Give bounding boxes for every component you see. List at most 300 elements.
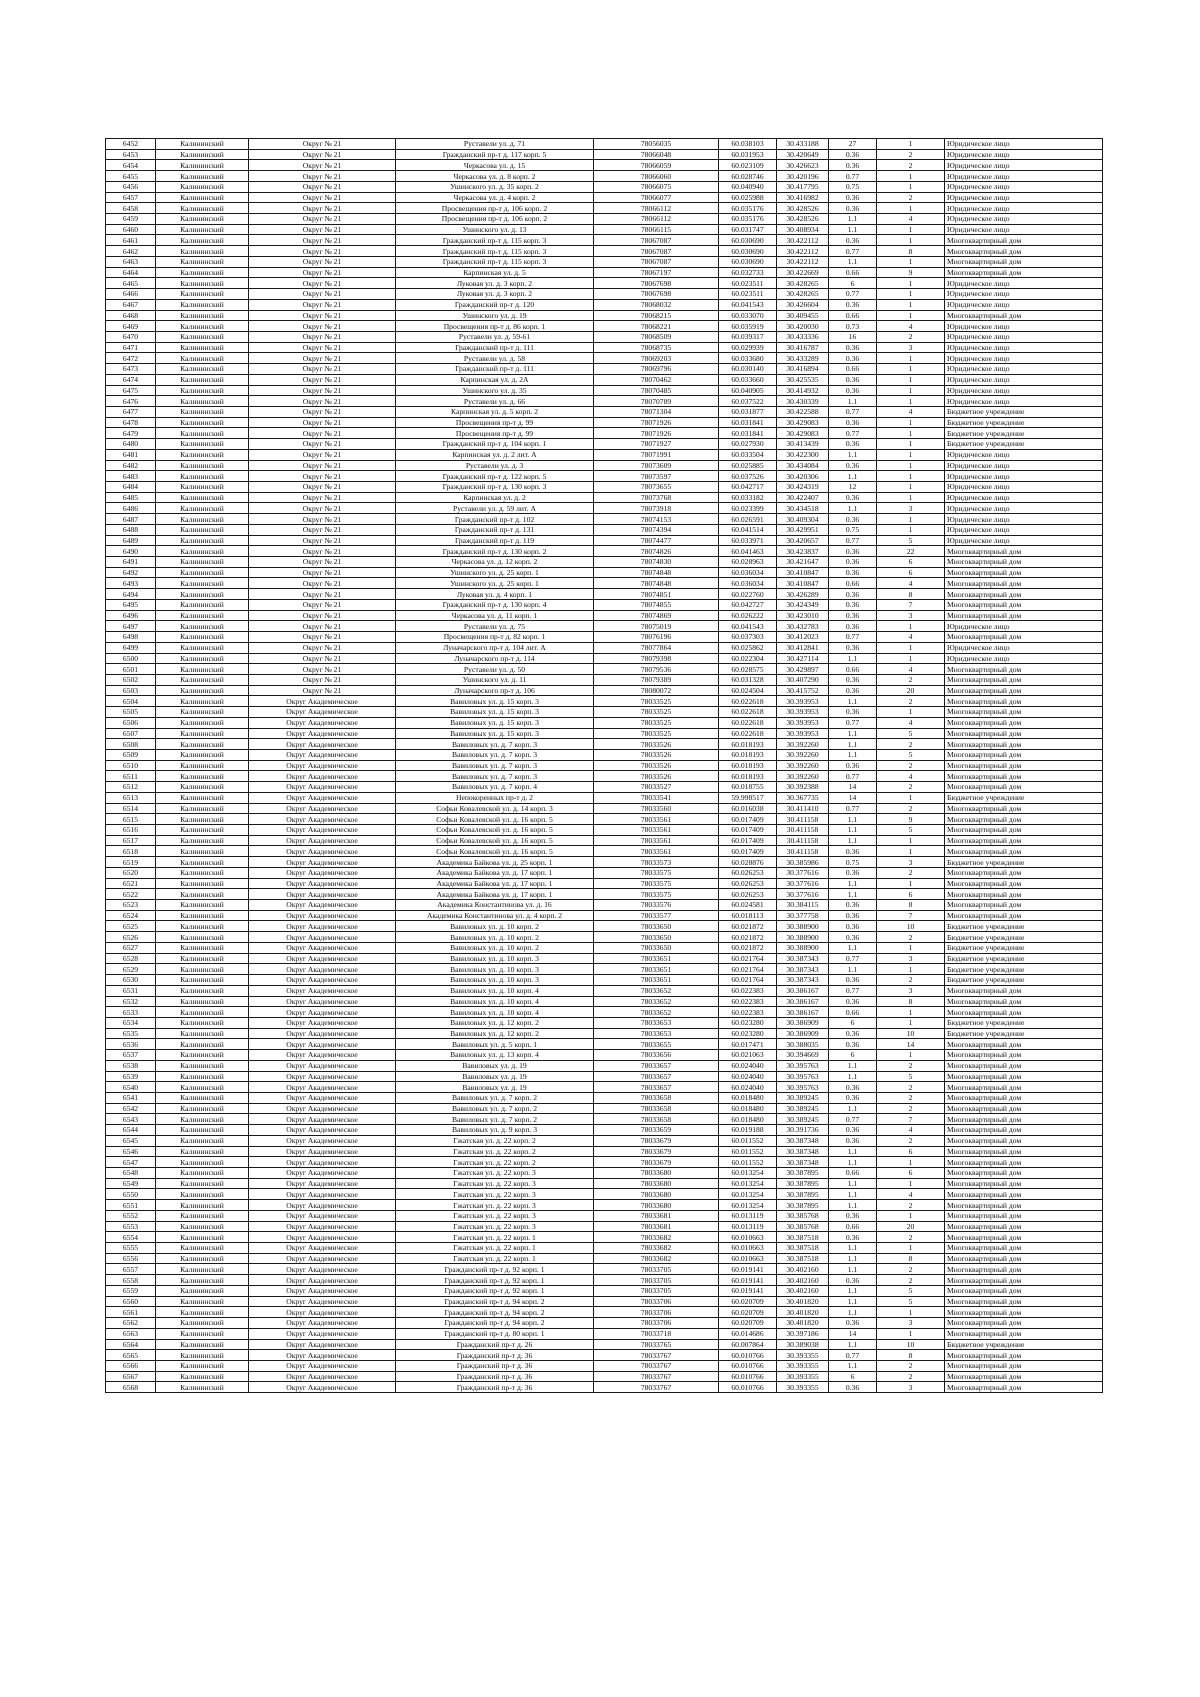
latitude-cell: 60.033971 [719,535,777,546]
municipal-okrug-cell: Округ Академическое [249,1253,396,1264]
quantity-cell: 6 [877,1146,945,1157]
building-id-cell: 78074830 [594,557,719,568]
latitude-cell: 60.026222 [719,610,777,621]
row-number: 6542 [106,1103,156,1114]
longitude-cell: 30.422112 [777,246,829,257]
address-cell: Вавиловых ул. д. 15 корп. 3 [396,717,594,728]
longitude-cell: 30.417795 [777,181,829,192]
longitude-cell: 30.411158 [777,814,829,825]
address-cell: Гражданский пр-т д. 26 [396,1339,594,1350]
address-cell: Гражданский пр-т д. 115 корп. 3 [396,256,594,267]
address-cell: Вавиловых ул. д. 7 корп. 3 [396,771,594,782]
latitude-cell: 60.026253 [719,878,777,889]
row-number: 6500 [106,653,156,664]
longitude-cell: 30.387518 [777,1232,829,1243]
district-cell: Калининский [156,792,249,803]
table-row [106,299,1103,310]
district-cell: Калининский [156,1285,249,1296]
district-cell: Калининский [156,1039,249,1050]
address-cell: Академика Константинова ул. д. 16 [396,900,594,911]
owner-type-cell: Многоквартирный дом [945,782,1103,793]
table-row [106,707,1103,718]
address-cell: Вавиловых ул. д. 19 [396,1071,594,1082]
table-row [106,825,1103,836]
volume-cell: 1.1 [829,1296,877,1307]
volume-cell: 0.36 [829,610,877,621]
district-cell: Калининский [156,867,249,878]
table-row [106,878,1103,889]
building-id-cell: 78033652 [594,996,719,1007]
building-id-cell: 78071927 [594,439,719,450]
longitude-cell: 30.428526 [777,214,829,225]
address-cell: Руставели ул. д. 59-61 [396,331,594,342]
address-cell: Гражданский пр-т д. 102 [396,514,594,525]
longitude-cell: 30.422407 [777,492,829,503]
longitude-cell: 30.386909 [777,1017,829,1028]
volume-cell: 0.36 [829,1135,877,1146]
row-number: 6512 [106,782,156,793]
municipal-okrug-cell: Округ Академическое [249,1285,396,1296]
quantity-cell: 2 [877,1232,945,1243]
district-cell: Калининский [156,846,249,857]
owner-type-cell: Многоквартирный дом [945,246,1103,257]
address-cell: Гражданский пр-т д. 120 [396,299,594,310]
row-number: 6453 [106,149,156,160]
quantity-cell: 5 [877,749,945,760]
address-cell: Гражданский пр-т д. 94 корп. 2 [396,1296,594,1307]
address-cell: Вавиловых ул. д. 10 корп. 2 [396,942,594,953]
district-cell: Калининский [156,889,249,900]
owner-type-cell: Многоквартирный дом [945,996,1103,1007]
volume-cell: 1.1 [829,1285,877,1296]
latitude-cell: 60.022383 [719,996,777,1007]
longitude-cell: 30.422588 [777,406,829,417]
table-row [106,1210,1103,1221]
quantity-cell: 1 [877,653,945,664]
row-number: 6474 [106,374,156,385]
row-number: 6496 [106,610,156,621]
municipal-okrug-cell: Округ Академическое [249,942,396,953]
district-cell: Калининский [156,1264,249,1275]
latitude-cell: 60.035176 [719,214,777,225]
table-row [106,846,1103,857]
latitude-cell: 60.021764 [719,975,777,986]
district-cell: Калининский [156,1168,249,1179]
table-row [106,1060,1103,1071]
volume-cell: 0.36 [829,1275,877,1286]
latitude-cell: 60.030690 [719,246,777,257]
address-cell: Просвещения пр-т д. 106 корп. 2 [396,203,594,214]
latitude-cell: 60.011552 [719,1135,777,1146]
volume-cell: 0.36 [829,235,877,246]
municipal-okrug-cell: Округ № 21 [249,374,396,385]
building-id-cell: 78067087 [594,235,719,246]
building-id-cell: 78033682 [594,1232,719,1243]
volume-cell: 0.36 [829,192,877,203]
table-row [106,1114,1103,1125]
quantity-cell: 2 [877,192,945,203]
volume-cell: 1.1 [829,449,877,460]
municipal-okrug-cell: Округ Академическое [249,835,396,846]
latitude-cell: 60.022760 [719,589,777,600]
district-cell: Калининский [156,557,249,568]
table-row [106,139,1103,150]
row-number: 6537 [106,1050,156,1061]
longitude-cell: 30.429897 [777,664,829,675]
owner-type-cell: Многоквартирный дом [945,1007,1103,1018]
table-row [106,310,1103,321]
building-id-cell: 78076196 [594,632,719,643]
row-number: 6528 [106,953,156,964]
building-id-cell: 78066059 [594,160,719,171]
longitude-cell: 30.402160 [777,1275,829,1286]
owner-type-cell: Многоквартирный дом [945,632,1103,643]
latitude-cell: 60.041543 [719,299,777,310]
municipal-okrug-cell: Округ № 21 [249,599,396,610]
quantity-cell: 1 [877,278,945,289]
address-cell: Гжатская ул. д. 22 корп. 3 [396,1200,594,1211]
building-id-cell: 78033682 [594,1243,719,1254]
owner-type-cell: Многоквартирный дом [945,1318,1103,1329]
table-row [106,1157,1103,1168]
owner-type-cell: Многоквартирный дом [945,825,1103,836]
table-row [106,1092,1103,1103]
owner-type-cell: Многоквартирный дом [945,739,1103,750]
owner-type-cell: Юридическое лицо [945,514,1103,525]
district-cell: Калининский [156,599,249,610]
latitude-cell: 60.021764 [719,964,777,975]
quantity-cell: 1 [877,181,945,192]
longitude-cell: 30.420657 [777,535,829,546]
table-row [106,1350,1103,1361]
building-id-cell: 78033650 [594,942,719,953]
row-number: 6454 [106,160,156,171]
district-cell: Калининский [156,385,249,396]
quantity-cell: 3 [877,503,945,514]
table-row [106,267,1103,278]
owner-type-cell: Юридическое лицо [945,449,1103,460]
building-id-cell: 78068735 [594,342,719,353]
building-id-cell: 78056035 [594,139,719,150]
row-number: 6464 [106,267,156,278]
longitude-cell: 30.423837 [777,546,829,557]
quantity-cell: 8 [877,589,945,600]
table-row [106,460,1103,471]
district-cell: Калининский [156,632,249,643]
district-cell: Калининский [156,471,249,482]
volume-cell: 1.1 [829,749,877,760]
latitude-cell: 60.021063 [719,1050,777,1061]
longitude-cell: 30.402160 [777,1285,829,1296]
row-number: 6463 [106,256,156,267]
longitude-cell: 30.428265 [777,278,829,289]
quantity-cell: 10 [877,921,945,932]
district-cell: Калининский [156,1328,249,1339]
row-number: 6568 [106,1382,156,1393]
volume-cell: 1.1 [829,1253,877,1264]
district-cell: Калининский [156,717,249,728]
district-cell: Калининский [156,1135,249,1146]
municipal-okrug-cell: Округ Академическое [249,696,396,707]
municipal-okrug-cell: Округ № 21 [249,632,396,643]
volume-cell: 0.77 [829,289,877,300]
volume-cell: 0.36 [829,975,877,986]
latitude-cell: 60.019141 [719,1264,777,1275]
latitude-cell: 60.018113 [719,910,777,921]
volume-cell: 0.66 [829,1007,877,1018]
table-row [106,814,1103,825]
row-number: 6479 [106,428,156,439]
longitude-cell: 30.413439 [777,439,829,450]
municipal-okrug-cell: Округ Академическое [249,878,396,889]
municipal-okrug-cell: Округ Академическое [249,1307,396,1318]
row-number: 6490 [106,546,156,557]
district-cell: Калининский [156,1125,249,1136]
table-row [106,353,1103,364]
owner-type-cell: Юридическое лицо [945,535,1103,546]
latitude-cell: 60.017471 [719,1039,777,1050]
table-row [106,246,1103,257]
municipal-okrug-cell: Округ № 21 [249,610,396,621]
row-number: 6485 [106,492,156,503]
row-number: 6507 [106,728,156,739]
municipal-okrug-cell: Округ Академическое [249,1382,396,1393]
longitude-cell: 30.389038 [777,1339,829,1350]
address-cell: Вавиловых ул. д. 10 корп. 4 [396,1007,594,1018]
address-cell: Вавиловых ул. д. 7 корп. 4 [396,782,594,793]
district-cell: Калининский [156,782,249,793]
row-number: 6457 [106,192,156,203]
longitude-cell: 30.386167 [777,996,829,1007]
owner-type-cell: Многоквартирный дом [945,1328,1103,1339]
district-cell: Калининский [156,181,249,192]
owner-type-cell: Многоквартирный дом [945,760,1103,771]
latitude-cell: 60.025885 [719,460,777,471]
latitude-cell: 60.038103 [719,139,777,150]
owner-type-cell: Многоквартирный дом [945,1060,1103,1071]
owner-type-cell: Юридическое лицо [945,203,1103,214]
longitude-cell: 30.387895 [777,1178,829,1189]
table-row [106,235,1103,246]
owner-type-cell: Многоквартирный дом [945,889,1103,900]
quantity-cell: 1 [877,385,945,396]
latitude-cell: 60.010663 [719,1243,777,1254]
table-row [106,1232,1103,1243]
municipal-okrug-cell: Округ Академическое [249,739,396,750]
row-number: 6481 [106,449,156,460]
quantity-cell: 7 [877,599,945,610]
latitude-cell: 60.018193 [719,760,777,771]
row-number: 6567 [106,1371,156,1382]
row-number: 6514 [106,803,156,814]
quantity-cell: 2 [877,149,945,160]
table-row [106,417,1103,428]
registry-table [105,138,1103,1393]
municipal-okrug-cell: Округ Академическое [249,900,396,911]
district-cell: Калининский [156,492,249,503]
building-id-cell: 78070789 [594,396,719,407]
quantity-cell: 1 [877,471,945,482]
table-row [106,900,1103,911]
row-number: 6532 [106,996,156,1007]
row-number: 6558 [106,1275,156,1286]
district-cell: Калининский [156,610,249,621]
quantity-cell: 4 [877,321,945,332]
owner-type-cell: Многоквартирный дом [945,685,1103,696]
quantity-cell: 1 [877,449,945,460]
district-cell: Калининский [156,278,249,289]
owner-type-cell: Многоквартирный дом [945,599,1103,610]
building-id-cell: 78079389 [594,674,719,685]
row-number: 6538 [106,1060,156,1071]
municipal-okrug-cell: Округ № 21 [249,460,396,471]
building-id-cell: 78067698 [594,289,719,300]
longitude-cell: 30.428526 [777,203,829,214]
row-number: 6493 [106,578,156,589]
longitude-cell: 30.420649 [777,149,829,160]
longitude-cell: 30.433289 [777,353,829,364]
building-id-cell: 78071991 [594,449,719,460]
volume-cell: 1.1 [829,1360,877,1371]
quantity-cell: 1 [877,299,945,310]
owner-type-cell: Многоквартирный дом [945,567,1103,578]
district-cell: Калининский [156,406,249,417]
building-id-cell: 78075019 [594,621,719,632]
row-number: 6554 [106,1232,156,1243]
row-number: 6456 [106,181,156,192]
address-cell: Черкасова ул. д. 8 корп. 2 [396,171,594,182]
quantity-cell: 1 [877,171,945,182]
municipal-okrug-cell: Округ № 21 [249,192,396,203]
volume-cell: 0.77 [829,246,877,257]
building-id-cell: 78033681 [594,1210,719,1221]
row-number: 6467 [106,299,156,310]
municipal-okrug-cell: Округ Академическое [249,985,396,996]
row-number: 6555 [106,1243,156,1254]
volume-cell: 0.36 [829,921,877,932]
row-number: 6562 [106,1318,156,1329]
quantity-cell: 1 [877,642,945,653]
municipal-okrug-cell: Округ Академическое [249,1339,396,1350]
owner-type-cell: Многоквартирный дом [945,803,1103,814]
building-id-cell: 78074153 [594,514,719,525]
municipal-okrug-cell: Округ Академическое [249,921,396,932]
table-row [106,921,1103,932]
table-row [106,428,1103,439]
volume-cell: 1.1 [829,396,877,407]
owner-type-cell: Юридическое лицо [945,139,1103,150]
district-cell: Калининский [156,1178,249,1189]
latitude-cell: 60.040905 [719,385,777,396]
quantity-cell: 1 [877,203,945,214]
table-row [106,1200,1103,1211]
address-cell: Просвещения пр-т д. 99 [396,417,594,428]
latitude-cell: 60.023511 [719,289,777,300]
longitude-cell: 30.394669 [777,1050,829,1061]
longitude-cell: 30.397186 [777,1328,829,1339]
building-id-cell: 78033680 [594,1189,719,1200]
owner-type-cell: Юридическое лицо [945,653,1103,664]
table-row [106,1082,1103,1093]
municipal-okrug-cell: Округ Академическое [249,1050,396,1061]
municipal-okrug-cell: Округ № 21 [249,353,396,364]
district-cell: Калининский [156,921,249,932]
owner-type-cell: Юридическое лицо [945,460,1103,471]
longitude-cell: 30.387348 [777,1157,829,1168]
address-cell: Гражданский пр-т д. 94 корп. 2 [396,1318,594,1329]
row-number: 6553 [106,1221,156,1232]
building-id-cell: 78068221 [594,321,719,332]
owner-type-cell: Многоквартирный дом [945,1382,1103,1393]
building-id-cell: 78033653 [594,1028,719,1039]
owner-type-cell: Бюджетное учреждение [945,932,1103,943]
building-id-cell: 78066115 [594,224,719,235]
municipal-okrug-cell: Округ Академическое [249,1200,396,1211]
owner-type-cell: Многоквартирный дом [945,1210,1103,1221]
address-cell: Вавиловых ул. д. 15 корп. 3 [396,707,594,718]
volume-cell: 1.1 [829,889,877,900]
volume-cell: 1.1 [829,942,877,953]
longitude-cell: 30.409455 [777,310,829,321]
quantity-cell: 1 [877,139,945,150]
quantity-cell: 3 [877,857,945,868]
table-row [106,482,1103,493]
building-id-cell: 78033577 [594,910,719,921]
table-row [106,889,1103,900]
building-id-cell: 78033561 [594,814,719,825]
district-cell: Калининский [156,1092,249,1103]
building-id-cell: 78033573 [594,857,719,868]
quantity-cell: 3 [877,610,945,621]
address-cell: Гражданский пр-т д. 80 корп. 1 [396,1328,594,1339]
quantity-cell: 10 [877,1339,945,1350]
volume-cell: 0.36 [829,439,877,450]
volume-cell: 0.66 [829,1221,877,1232]
building-id-cell: 78033767 [594,1350,719,1361]
row-number: 6529 [106,964,156,975]
latitude-cell: 60.023109 [719,160,777,171]
longitude-cell: 30.425535 [777,374,829,385]
district-cell: Калининский [156,578,249,589]
district-cell: Калининский [156,996,249,1007]
municipal-okrug-cell: Округ Академическое [249,1296,396,1307]
row-number: 6534 [106,1017,156,1028]
table-row [106,471,1103,482]
district-cell: Калининский [156,546,249,557]
longitude-cell: 30.392260 [777,771,829,782]
row-number: 6499 [106,642,156,653]
municipal-okrug-cell: Округ № 21 [249,181,396,192]
building-id-cell: 78067087 [594,256,719,267]
quantity-cell: 1 [877,224,945,235]
latitude-cell: 60.033680 [719,353,777,364]
building-id-cell: 78033682 [594,1253,719,1264]
longitude-cell: 30.384115 [777,900,829,911]
volume-cell: 0.66 [829,1168,877,1179]
address-cell: Вавиловых ул. д. 12 корп. 2 [396,1028,594,1039]
owner-type-cell: Юридическое лицо [945,342,1103,353]
volume-cell: 0.36 [829,707,877,718]
district-cell: Калининский [156,1307,249,1318]
owner-type-cell: Многоквартирный дом [945,1114,1103,1125]
building-id-cell: 78033560 [594,803,719,814]
table-row [106,1318,1103,1329]
volume-cell: 0.36 [829,1082,877,1093]
municipal-okrug-cell: Округ Академическое [249,717,396,728]
table-row [106,685,1103,696]
district-cell: Калининский [156,342,249,353]
address-cell: Гражданский пр-т д. 131 [396,524,594,535]
